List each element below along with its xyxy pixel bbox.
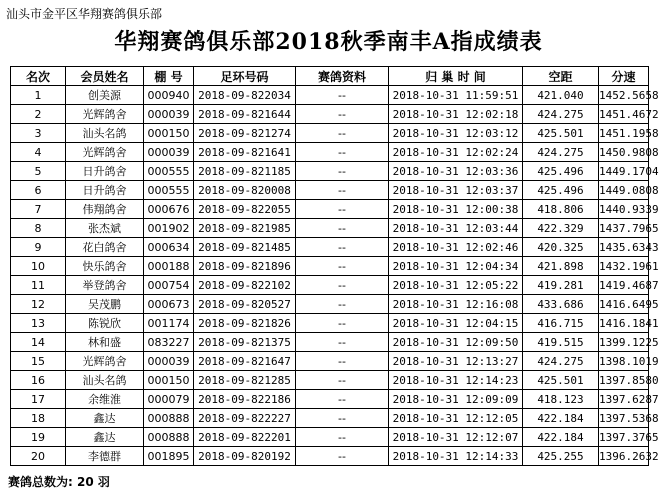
cell-rank: 15	[11, 352, 66, 371]
cell-loft: 000888	[144, 428, 194, 447]
cell-distance: 418.123	[523, 390, 599, 409]
cell-info: --	[296, 238, 389, 257]
cell-loft: 000079	[144, 390, 194, 409]
cell-rank: 2	[11, 105, 66, 124]
table-row	[11, 143, 649, 162]
cell-loft: 000039	[144, 143, 194, 162]
cell-info: --	[296, 409, 389, 428]
cell-member: 李德群	[66, 447, 144, 466]
table-row	[11, 257, 649, 276]
column-header-loft: 棚 号	[144, 67, 194, 86]
cell-info: --	[296, 181, 389, 200]
cell-info: --	[296, 124, 389, 143]
cell-speed: 1449.0808	[599, 181, 649, 200]
cell-speed: 1440.9339	[599, 200, 649, 219]
cell-rank: 11	[11, 276, 66, 295]
cell-time: 2018-10-31 12:02:46	[389, 238, 523, 257]
table-row	[11, 371, 649, 390]
cell-time: 2018-10-31 12:14:33	[389, 447, 523, 466]
cell-loft: 000673	[144, 295, 194, 314]
cell-rank: 17	[11, 390, 66, 409]
cell-info: --	[296, 333, 389, 352]
cell-distance: 424.275	[523, 143, 599, 162]
cell-loft: 000188	[144, 257, 194, 276]
cell-member: 光辉鸽舍	[66, 105, 144, 124]
cell-loft: 000634	[144, 238, 194, 257]
cell-rank: 6	[11, 181, 66, 200]
cell-loft: 000150	[144, 124, 194, 143]
cell-rank: 7	[11, 200, 66, 219]
column-header-rank: 名次	[11, 67, 66, 86]
cell-rank: 5	[11, 162, 66, 181]
cell-ring: 2018-09-820008	[194, 181, 296, 200]
table-row	[11, 428, 649, 447]
cell-time: 2018-10-31 12:12:07	[389, 428, 523, 447]
cell-time: 2018-10-31 12:03:36	[389, 162, 523, 181]
cell-distance: 424.275	[523, 105, 599, 124]
cell-member: 汕头名鸽	[66, 371, 144, 390]
cell-ring: 2018-09-821485	[194, 238, 296, 257]
cell-ring: 2018-09-820192	[194, 447, 296, 466]
cell-speed: 1449.1704	[599, 162, 649, 181]
cell-speed: 1397.5368	[599, 409, 649, 428]
cell-rank: 3	[11, 124, 66, 143]
cell-loft: 001895	[144, 447, 194, 466]
column-header-speed: 分速	[599, 67, 649, 86]
cell-speed: 1450.9808	[599, 143, 649, 162]
cell-info: --	[296, 105, 389, 124]
cell-time: 2018-10-31 12:03:37	[389, 181, 523, 200]
cell-member: 创美源	[66, 86, 144, 105]
cell-speed: 1399.1225	[599, 333, 649, 352]
cell-rank: 4	[11, 143, 66, 162]
cell-loft: 000039	[144, 105, 194, 124]
cell-ring: 2018-09-822102	[194, 276, 296, 295]
cell-ring: 2018-09-821185	[194, 162, 296, 181]
cell-time: 2018-10-31 12:00:38	[389, 200, 523, 219]
cell-member: 鑫达	[66, 428, 144, 447]
cell-info: --	[296, 86, 389, 105]
cell-rank: 13	[11, 314, 66, 333]
cell-loft: 000150	[144, 371, 194, 390]
cell-loft: 000676	[144, 200, 194, 219]
organization-name: 汕头市金平区华翔赛鸽俱乐部	[6, 7, 163, 21]
total-count: 赛鸽总数为: 20 羽	[8, 475, 110, 489]
cell-ring: 2018-09-821896	[194, 257, 296, 276]
cell-distance: 424.275	[523, 352, 599, 371]
cell-speed: 1435.6343	[599, 238, 649, 257]
cell-time: 2018-10-31 12:09:50	[389, 333, 523, 352]
cell-member: 光辉鸽舍	[66, 143, 144, 162]
cell-info: --	[296, 162, 389, 181]
cell-distance: 421.898	[523, 257, 599, 276]
cell-distance: 422.329	[523, 219, 599, 238]
cell-info: --	[296, 371, 389, 390]
cell-distance: 421.040	[523, 86, 599, 105]
cell-ring: 2018-09-822227	[194, 409, 296, 428]
cell-rank: 14	[11, 333, 66, 352]
cell-loft: 000940	[144, 86, 194, 105]
table-row	[11, 181, 649, 200]
cell-info: --	[296, 276, 389, 295]
cell-speed: 1416.1841	[599, 314, 649, 333]
table-row	[11, 86, 649, 105]
cell-info: --	[296, 257, 389, 276]
cell-time: 2018-10-31 12:05:22	[389, 276, 523, 295]
cell-time: 2018-10-31 12:04:15	[389, 314, 523, 333]
cell-loft: 083227	[144, 333, 194, 352]
table-header-row	[11, 67, 649, 86]
cell-speed: 1397.6287	[599, 390, 649, 409]
cell-info: --	[296, 447, 389, 466]
cell-distance: 419.515	[523, 333, 599, 352]
cell-loft: 001902	[144, 219, 194, 238]
cell-speed: 1452.5658	[599, 86, 649, 105]
cell-time: 2018-10-31 12:02:24	[389, 143, 523, 162]
column-header-time: 归 巢 时 间	[389, 67, 523, 86]
cell-member: 余维淮	[66, 390, 144, 409]
table-row	[11, 124, 649, 143]
cell-ring: 2018-09-821285	[194, 371, 296, 390]
cell-member: 举登鸽舍	[66, 276, 144, 295]
cell-time: 2018-10-31 12:04:34	[389, 257, 523, 276]
table-row	[11, 447, 649, 466]
cell-ring: 2018-09-821985	[194, 219, 296, 238]
table-row	[11, 352, 649, 371]
column-header-member: 会员姓名	[66, 67, 144, 86]
cell-time: 2018-10-31 12:02:18	[389, 105, 523, 124]
cell-info: --	[296, 428, 389, 447]
cell-member: 伟翔鸽舍	[66, 200, 144, 219]
cell-ring: 2018-09-822055	[194, 200, 296, 219]
cell-member: 快乐鸽舍	[66, 257, 144, 276]
cell-rank: 18	[11, 409, 66, 428]
cell-ring: 2018-09-822186	[194, 390, 296, 409]
cell-info: --	[296, 200, 389, 219]
table-row	[11, 295, 649, 314]
cell-ring: 2018-09-821274	[194, 124, 296, 143]
cell-loft: 000555	[144, 181, 194, 200]
cell-member: 鑫达	[66, 409, 144, 428]
table-row	[11, 219, 649, 238]
cell-time: 2018-10-31 12:03:44	[389, 219, 523, 238]
table-row	[11, 390, 649, 409]
cell-time: 2018-10-31 12:03:12	[389, 124, 523, 143]
cell-speed: 1432.1961	[599, 257, 649, 276]
cell-distance: 416.715	[523, 314, 599, 333]
cell-ring: 2018-09-822201	[194, 428, 296, 447]
cell-distance: 422.184	[523, 409, 599, 428]
cell-time: 2018-10-31 12:09:09	[389, 390, 523, 409]
cell-loft: 000888	[144, 409, 194, 428]
cell-ring: 2018-09-821375	[194, 333, 296, 352]
table-row	[11, 105, 649, 124]
table-row	[11, 162, 649, 181]
cell-member: 日升鸽舍	[66, 162, 144, 181]
cell-loft: 000555	[144, 162, 194, 181]
table-row	[11, 409, 649, 428]
cell-speed: 1416.6495	[599, 295, 649, 314]
cell-ring: 2018-09-821826	[194, 314, 296, 333]
cell-rank: 12	[11, 295, 66, 314]
cell-rank: 10	[11, 257, 66, 276]
cell-ring: 2018-09-820527	[194, 295, 296, 314]
cell-member: 张杰斌	[66, 219, 144, 238]
cell-speed: 1451.4672	[599, 105, 649, 124]
cell-ring: 2018-09-821647	[194, 352, 296, 371]
cell-speed: 1419.4687	[599, 276, 649, 295]
results-table	[10, 66, 659, 466]
cell-speed: 1437.7965	[599, 219, 649, 238]
cell-distance: 420.325	[523, 238, 599, 257]
cell-info: --	[296, 219, 389, 238]
cell-distance: 433.686	[523, 295, 599, 314]
cell-member: 日升鸽舍	[66, 181, 144, 200]
table-row	[11, 276, 649, 295]
cell-speed: 1397.8580	[599, 371, 649, 390]
table-row	[11, 333, 649, 352]
cell-ring: 2018-09-822034	[194, 86, 296, 105]
cell-distance: 425.255	[523, 447, 599, 466]
cell-info: --	[296, 390, 389, 409]
cell-time: 2018-10-31 12:13:27	[389, 352, 523, 371]
cell-speed: 1451.1958	[599, 124, 649, 143]
cell-ring: 2018-09-821644	[194, 105, 296, 124]
cell-info: --	[296, 295, 389, 314]
cell-member: 汕头名鸽	[66, 124, 144, 143]
cell-info: --	[296, 314, 389, 333]
table-row	[11, 314, 649, 333]
cell-member: 吴茂鹏	[66, 295, 144, 314]
cell-distance: 422.184	[523, 428, 599, 447]
cell-time: 2018-10-31 11:59:51	[389, 86, 523, 105]
cell-info: --	[296, 143, 389, 162]
cell-speed: 1397.3765	[599, 428, 649, 447]
cell-info: --	[296, 352, 389, 371]
cell-rank: 16	[11, 371, 66, 390]
cell-speed: 1398.1019	[599, 352, 649, 371]
page-title: 华翔赛鸽俱乐部2018秋季南丰A指成绩表	[114, 29, 543, 55]
cell-rank: 8	[11, 219, 66, 238]
column-header-info: 赛鸽资料	[296, 67, 389, 86]
column-header-ring: 足环号码	[194, 67, 296, 86]
column-header-distance: 空距	[523, 67, 599, 86]
cell-member: 光辉鸽舍	[66, 352, 144, 371]
cell-speed: 1396.2632	[599, 447, 649, 466]
cell-distance: 425.501	[523, 124, 599, 143]
cell-time: 2018-10-31 12:12:05	[389, 409, 523, 428]
cell-member: 林和盛	[66, 333, 144, 352]
table-row	[11, 200, 649, 219]
cell-time: 2018-10-31 12:16:08	[389, 295, 523, 314]
cell-loft: 001174	[144, 314, 194, 333]
cell-rank: 1	[11, 86, 66, 105]
cell-distance: 425.496	[523, 181, 599, 200]
cell-ring: 2018-09-821641	[194, 143, 296, 162]
cell-rank: 19	[11, 428, 66, 447]
cell-distance: 425.501	[523, 371, 599, 390]
cell-member: 陈锐欣	[66, 314, 144, 333]
cell-rank: 9	[11, 238, 66, 257]
cell-distance: 425.496	[523, 162, 599, 181]
cell-loft: 000754	[144, 276, 194, 295]
cell-loft: 000039	[144, 352, 194, 371]
cell-time: 2018-10-31 12:14:23	[389, 371, 523, 390]
cell-distance: 419.281	[523, 276, 599, 295]
cell-member: 花白鸽舍	[66, 238, 144, 257]
cell-rank: 20	[11, 447, 66, 466]
cell-distance: 418.806	[523, 200, 599, 219]
table-row	[11, 238, 649, 257]
